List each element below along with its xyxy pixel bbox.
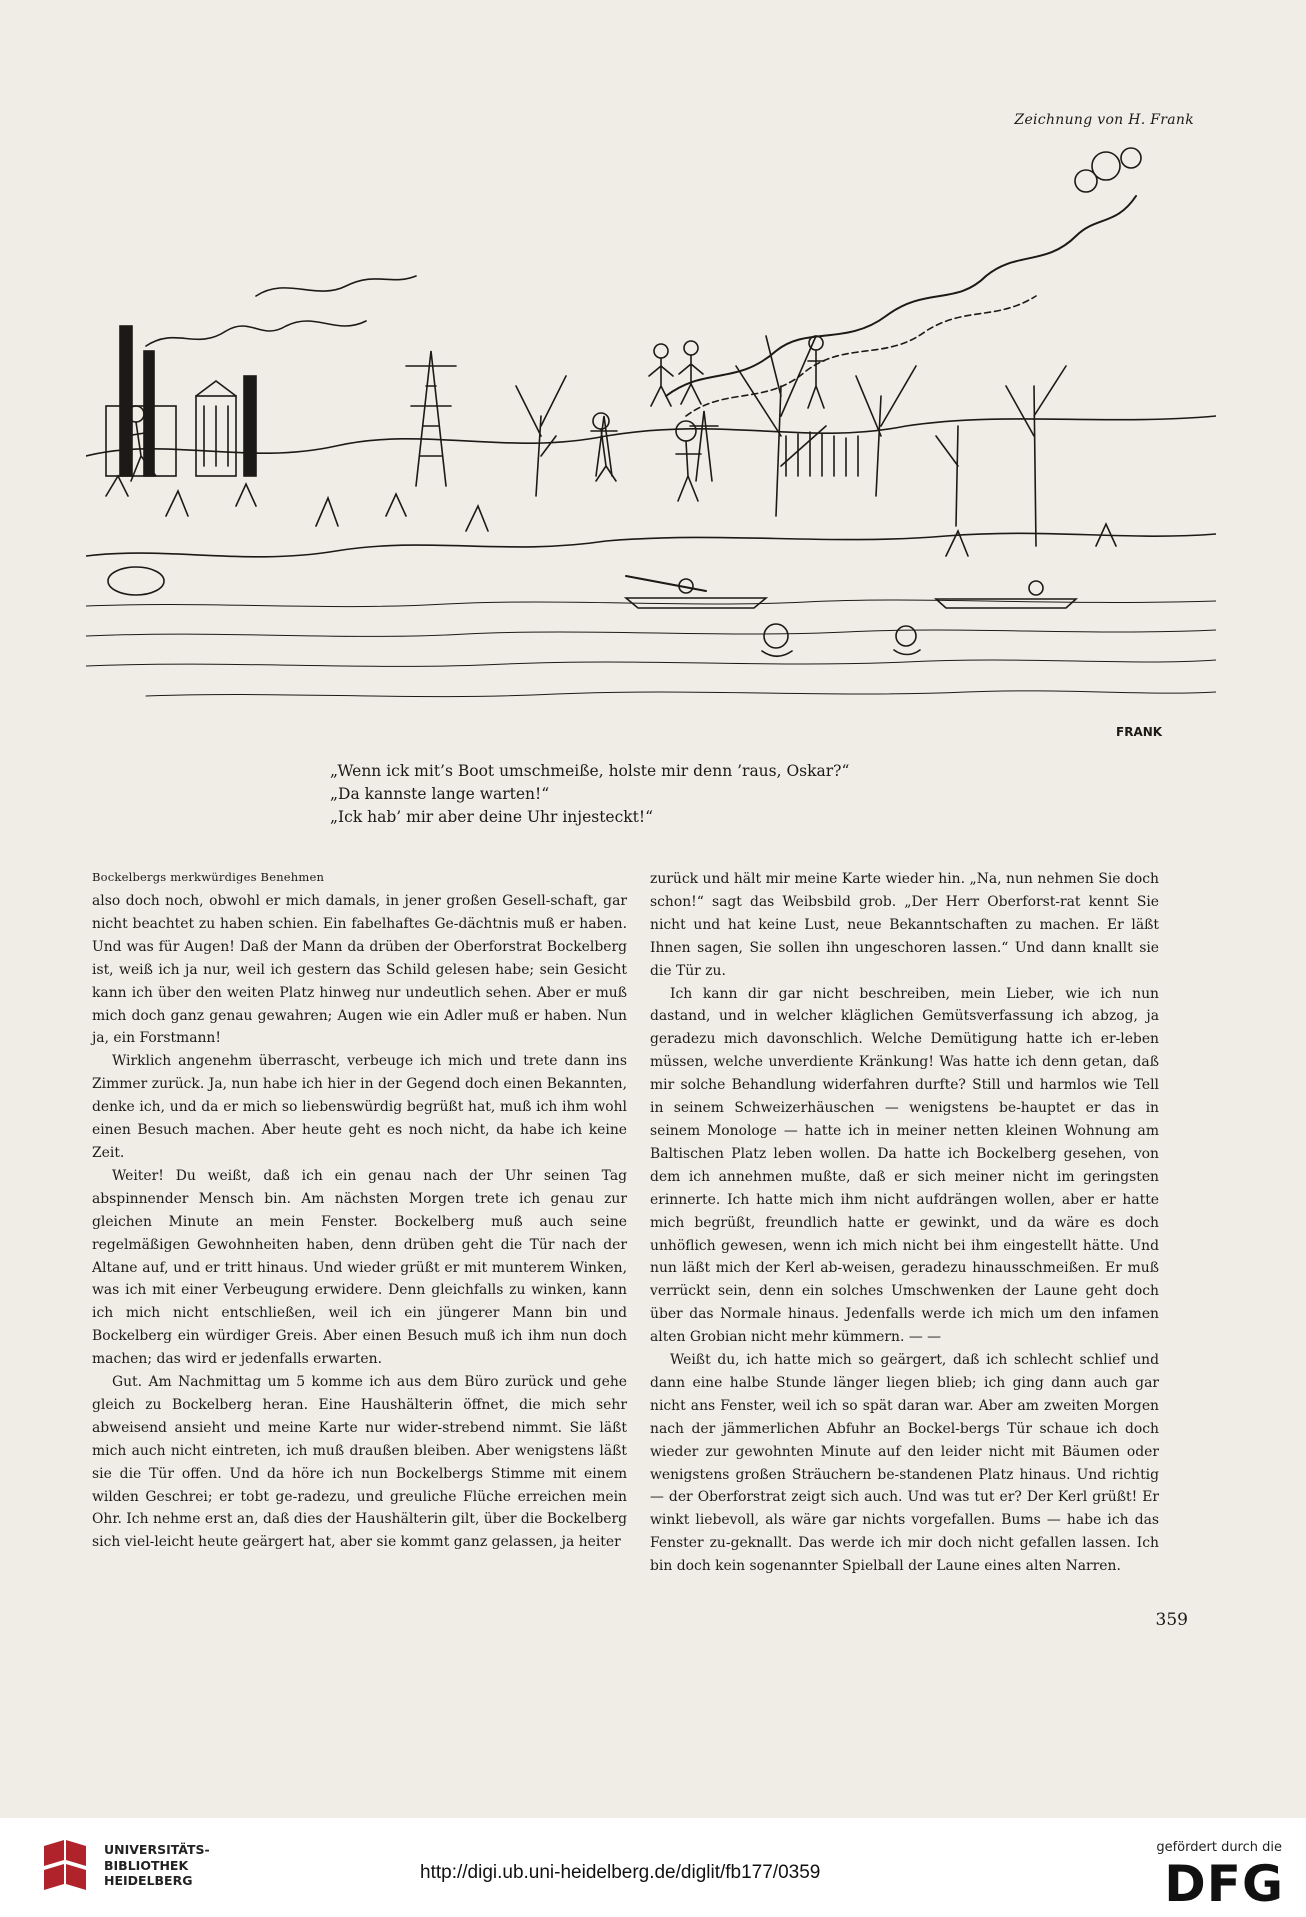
caption-line-1: „Wenn ick mit’s Boot umschmeiße, holste mir denn ’raus, Oskar?“ bbox=[330, 762, 850, 780]
article-paragraph: Weißt du, ich hatte mich so geärgert, daß ich schlecht schlief und dann eine halbe Stunde länger liegen blieb; ich ging dann auch gar nicht ans Fenster, weil ich so spät daran war. Aber am zweiten Morgen nach der jämmerlichen Abfuhr an Bockel-bergs Tür schaue ich doch wieder zur gewohnten Minute auf den leider nicht mit Bäumen oder wenigstens großen Sträuchern be-standenen Platz hinaus. Und richtig — der Oberforstrat zeigt sich auch. Und was tut er? Der Kerl grüßt! Er winkt liebevoll, als wäre gar nichts vorgefallen. Bums — habe ich das Fenster zu-geknallt. Das werde ich mir doch nicht gefallen lassen. Ich bin doch kein sogenannter Spielball der Laune eines alten Narren. bbox=[650, 1352, 1159, 1575]
article-paragraph: also doch noch, obwohl er mich damals, in jener großen Gesell-schaft, gar nicht beachtet zu haben schien. Ein fabelhaftes Ge-dächtnis muß er haben. Und was für Augen! Daß der Mann da drüben der Oberforstrat Bockelberg ist, weiß ich ja nur, weil ich gestern das Schild gelesen habe; sein Gesicht kann ich über den weiten Platz hinweg nur undeutlich sehen. Aber er muß mich doch ganz genau gewahren; Augen wie ein Adler muß er haben. Nun ja, ein Forstmann! bbox=[92, 893, 627, 1047]
illustration-credit: Zeichnung von H. Frank bbox=[1014, 112, 1194, 128]
article-column-left bbox=[92, 868, 627, 1554]
illustration-signature: FRANK bbox=[1116, 725, 1163, 739]
footer-bar bbox=[0, 1818, 1306, 1917]
article-paragraph: Gut. Am Nachmittag um 5 komme ich aus dem Büro zurück und gehe gleich zu Bockelberg heran. Eine Haushälterin öffnet, die mich sehr abweisend ansieht und meine Karte nur wider-strebend nimmt. Sie läßt mich auch nicht eintreten, ich muß draußen bleiben. Aber wenigstens läßt sie die Tür offen. Und da höre ich nun Bockelbergs Stimme mit einem wilden Geschrei; er tobt ge-radezu, und greuliche Flüche erreichen mein Ohr. Ich nehme erst an, daß dies der Haushälterin gilt, über die Bockelberg sich viel-leicht heute geärgert hat, aber sie kommt ganz gelassen, ja heiter bbox=[92, 1374, 627, 1551]
illustration-caption bbox=[330, 760, 1030, 829]
library-name-line: HEIDELBERG bbox=[104, 1873, 193, 1888]
caption-line-3: „Ick hab’ mir aber deine Uhr injesteckt!“ bbox=[330, 808, 654, 826]
article-heading: Bockelbergs merkwürdiges Benehmen bbox=[92, 870, 325, 884]
library-name-line: BIBLIOTHEK bbox=[104, 1857, 189, 1873]
caption-line-2: „Da kannste lange warten!“ bbox=[330, 785, 550, 803]
illustration bbox=[86, 136, 1216, 756]
article-paragraph: Weiter! Du weißt, daß ich ein genau nach der Uhr seinen Tag abspinnender Mensch bin. Am nächsten Morgen trete ich genau zur gleichen Minute an mein Fenster. Bockelberg muß auch seine regelmäßigen Gewohnheiten haben, denn drüben geht die Tür nach der Altane auf, und er tritt hinaus. Und wieder grüßt er mit munterem Winken, was ich mit einer Verbeugung erwidere. Denn gleichfalls zu winken, kann ich mich nicht entschließen, weil ich ein jüngerer Mann bin und Bockelberg ein würdiger Greis. Aber einen Besuch muß ich ihm nun doch machen; das wird er jedenfalls erwarten. bbox=[92, 1167, 627, 1368]
university-library-name bbox=[104, 1842, 210, 1889]
page-number: 359 bbox=[1155, 1610, 1188, 1630]
library-name-line: UNIVERSITÄTS- bbox=[104, 1842, 210, 1857]
article-paragraph: Ich kann dir gar nicht beschreiben, mein Lieber, wie ich nun dastand, und in welcher kläglichen Gemütsverfassung ich abzog, ja geradezu mich davonschlich. Welche Demütigung hatte ich er-leben müssen, welche unverdiente Kränkung! Was hatte ich denn getan, daß mir solche Behandlung widerfahren durfte? Still und harmlos wie Tell in seinem Schweizerhäuschen — wenigstens be-hauptet er das in seinem Monologe — hatte ich in meiner netten kleinen Wohnung am Baltischen Platz leben wollen. Da hatte ich Bockelberg gesehen, von dem ich annehmen mußte, daß er sich meiner nicht im geringsten erinnerte. Ich hatte mich ihm nicht aufdrängen wollen, aber er hatte mich begrüßt, freundlich hatte er gewinkt, und da wäre es doch unhöflich gewesen, wenn ich mich nicht bei ihm eingestellt hätte. Und nun läßt mich der Kerl ab-weisen, geradezu hinausschmeißen. Er muß verrückt sein, denn ein solches Umschwenken der Laune geht doch über das Normale hinaus. Jedenfalls werde ich mich um den infamen alten Grobian nicht mehr kümmern. — — bbox=[650, 985, 1159, 1346]
source-url-link[interactable]: http://digi.ub.uni-heidelberg.de/diglit/fb177/0359 bbox=[420, 1862, 821, 1883]
article-column-right bbox=[650, 868, 1159, 1578]
dfg-logo[interactable]: DFG bbox=[1164, 1855, 1284, 1913]
university-library-logo-icon[interactable] bbox=[40, 1838, 90, 1894]
article-paragraph: zurück und hält mir meine Karte wieder hin. „Na, nun nehmen Sie doch schon!“ sagt das Weibsbild grob. „Der Herr Oberforst-rat kennt Sie nicht und hat keine Lust, neue Bekanntschaften zu machen. Er läßt Ihnen sagen, Sie sollen ihn ungeschoren lassen.“ Und dann knallt sie die Tür zu. bbox=[650, 871, 1159, 979]
article-paragraph: Wirklich angenehm überrascht, verbeuge ich mich und trete dann ins Zimmer zurück. Ja, nun habe ich hier in der Gegend doch einen Bekannten, denke ich, und da er mich so liebenswürdig begrüßt hat, muß ich ihm wohl einen Besuch machen. Aber heute geht es noch nicht, da habe ich keine Zeit. bbox=[92, 1053, 627, 1161]
sponsor-label: gefördert durch die bbox=[1156, 1840, 1282, 1855]
